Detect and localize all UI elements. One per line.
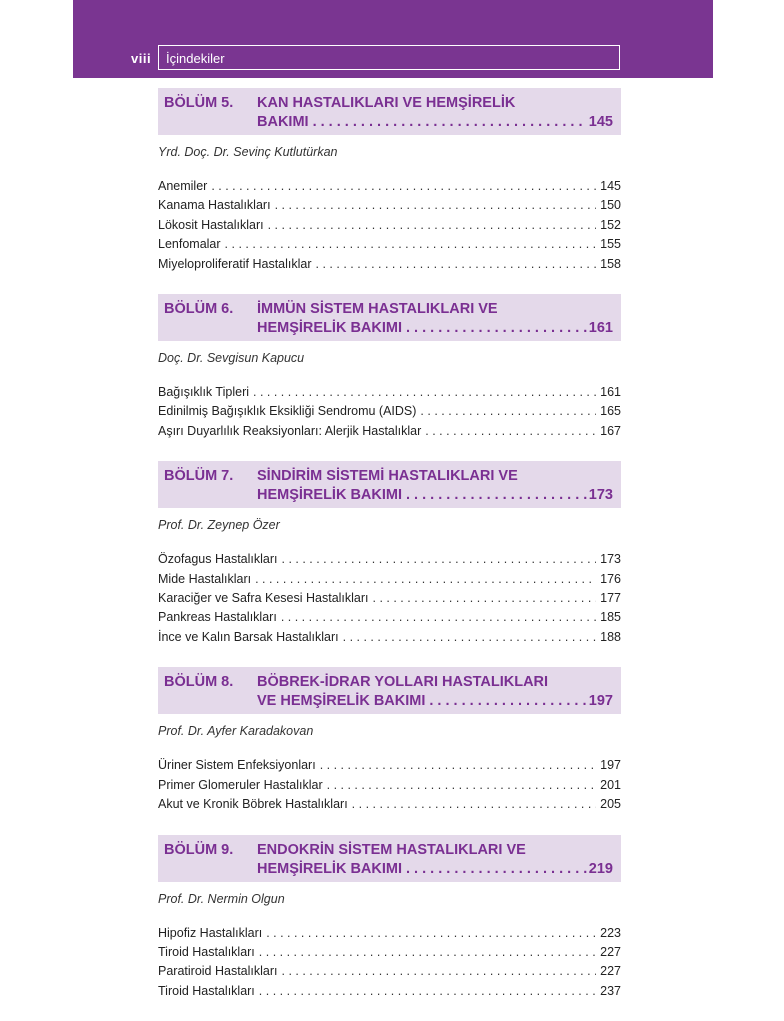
entry-title: Mide Hastalıkları [158,571,252,586]
chapter-page: 145 [588,114,613,130]
dot-leader [406,860,587,879]
dot-leader [282,962,597,981]
entry-page: 177 [600,591,621,606]
chapter-number: BÖLÜM 8. [164,674,234,691]
chapter-title-line2: BAKIMI [257,114,309,130]
entry-title: Miyeloproliferatif Hastalıklar [158,256,312,271]
toc-entry[interactable] [158,943,621,962]
entry-page: 155 [600,237,621,252]
dot-leader [406,486,587,505]
entry-list [158,177,621,274]
entry-page: 237 [600,983,621,998]
chapter-page: 197 [588,693,613,710]
toc-entry[interactable] [158,962,621,981]
chapter-title-line2: HEMŞİRELİK BAKIMI [257,320,402,337]
chapter-page: 219 [588,860,613,877]
chapter-heading[interactable] [158,88,621,135]
chapter-title-line1: KAN HASTALIKLARI VE HEMŞİRELİK [257,95,516,111]
entry-list [158,924,621,1002]
toc-entry[interactable] [158,795,621,814]
entry-title: Edinilmiş Bağışıklık Eksikliği Sendromu (AIDS) [158,404,417,419]
entry-title: Tiroid Hastalıkları [158,983,255,998]
toc-entry[interactable] [158,402,621,421]
entry-page: 145 [600,179,621,193]
entry-page: 188 [600,629,621,644]
entry-title: Paratiroid Hastalıkları [158,964,278,979]
entry-page: 167 [600,423,621,438]
chapter-title-line2: HEMŞİRELİK BAKIMI [257,487,402,504]
toc-entry[interactable] [158,982,621,1001]
chapter-7 [158,461,621,647]
entry-title: Anemiler [158,179,208,193]
dot-leader [281,608,596,627]
entry-title: Primer Glomeruler Hastalıklar [158,777,323,792]
entry-page: 152 [600,217,621,232]
header-title-box [158,45,620,70]
toc-entry[interactable] [158,756,621,775]
chapter-8 [158,667,621,814]
toc-entry[interactable] [158,589,621,608]
chapter-9 [158,835,621,1002]
toc-entry[interactable] [158,422,621,441]
chapter-heading[interactable] [158,294,621,341]
chapter-number: BÖLÜM 7. [164,468,234,485]
chapter-heading[interactable] [158,667,621,714]
entry-list [158,550,621,647]
toc-entry[interactable] [158,550,621,569]
entry-title: Aşırı Duyarlılık Reaksiyonları: Alerjik Hastalıklar [158,423,422,438]
dot-leader [253,383,596,402]
entry-page: 227 [600,944,621,959]
table-of-contents [158,88,621,1021]
entry-title: Akut ve Kronik Böbrek Hastalıkları [158,797,348,812]
dot-leader [282,550,597,569]
chapter-author: Doç. Dr. Sevgisun Kapucu [158,351,305,366]
toc-entry[interactable] [158,776,621,795]
entry-title: Tiroid Hastalıkları [158,944,255,959]
chapter-heading[interactable] [158,461,621,508]
dot-leader [266,924,596,943]
entry-title: Pankreas Hastalıkları [158,610,277,625]
chapter-title-line2: HEMŞİRELİK BAKIMI [257,860,402,877]
chapter-title-line1: BÖBREK-İDRAR YOLLARI HASTALIKLARI [257,674,549,691]
entry-page: 176 [600,571,621,586]
chapter-author: Prof. Dr. Nermin Olgun [158,891,285,906]
dot-leader [406,319,587,338]
entry-title: Lökosit Hastalıkları [158,217,264,232]
dot-leader [259,943,596,962]
toc-entry[interactable] [158,177,621,196]
entry-page: 185 [600,610,621,625]
toc-entry[interactable] [158,196,621,215]
dot-leader [425,422,596,441]
toc-entry[interactable] [158,383,621,402]
chapter-number: BÖLÜM 6. [164,301,234,318]
entry-title: Üriner Sistem Enfeksiyonları [158,758,316,773]
entry-list [158,756,621,814]
chapter-author: Prof. Dr. Ayfer Karadakovan [158,724,314,739]
chapter-author: Prof. Dr. Zeynep Özer [158,518,280,533]
chapter-6 [158,294,621,441]
entry-title: Lenfomalar [158,237,221,252]
dot-leader [420,402,596,421]
chapter-number: BÖLÜM 9. [164,841,234,858]
entry-page: 165 [600,404,621,419]
entry-page: 158 [600,256,621,271]
chapter-number: BÖLÜM 5. [164,95,234,111]
dot-leader [211,177,596,196]
entry-page: 161 [600,385,621,400]
entry-title: Özofagus Hastalıkları [158,552,278,567]
dot-leader [316,255,597,274]
chapter-heading[interactable] [158,835,621,882]
toc-entry[interactable] [158,924,621,943]
toc-entry[interactable] [158,216,621,235]
chapter-title-line2: VE HEMŞİRELİK BAKIMI [257,693,426,710]
entry-page: 173 [600,552,621,567]
dot-leader [313,113,587,132]
entry-page: 205 [600,797,621,812]
entry-page: 223 [600,925,621,940]
dot-leader [268,216,597,235]
entry-title: Hipofiz Hastalıkları [158,925,263,940]
entry-title: İnce ve Kalın Barsak Hastalıkları [158,629,339,644]
dot-leader [352,795,596,814]
entry-title: Karaciğer ve Safra Kesesi Hastalıkları [158,591,369,606]
dot-leader [255,570,596,589]
dot-leader [320,756,596,775]
dot-leader [225,235,597,254]
toc-entry[interactable] [158,255,621,274]
entry-page: 150 [600,198,621,213]
entry-page: 227 [600,964,621,979]
entry-title: Bağışıklık Tipleri [158,385,250,400]
chapter-title-line1: SİNDİRİM SİSTEMİ HASTALIKLARI VE [257,468,518,485]
dot-leader [373,589,597,608]
dot-leader [343,628,597,647]
page-number: viii [131,51,152,66]
chapter-title-line1: İMMÜN SİSTEM HASTALIKLARI VE [257,301,498,318]
dot-leader [275,196,597,215]
chapter-5 [158,88,621,274]
chapter-page: 161 [588,320,613,337]
entry-page: 201 [600,777,621,792]
dot-leader [327,776,597,795]
chapter-title-line1: ENDOKRİN SİSTEM HASTALIKLARI VE [257,841,526,858]
entry-page: 197 [600,758,621,773]
toc-entry[interactable] [158,570,621,589]
chapter-author: Yrd. Doç. Dr. Sevinç Kutlutürkan [158,145,338,159]
chapter-page: 173 [588,487,613,504]
toc-entry[interactable] [158,608,621,627]
toc-entry[interactable] [158,628,621,647]
toc-entry[interactable] [158,235,621,254]
entry-title: Kanama Hastalıkları [158,198,271,213]
entry-list [158,383,621,441]
header-title: İçindekiler [166,51,225,66]
dot-leader [429,692,586,711]
dot-leader [259,982,596,1001]
